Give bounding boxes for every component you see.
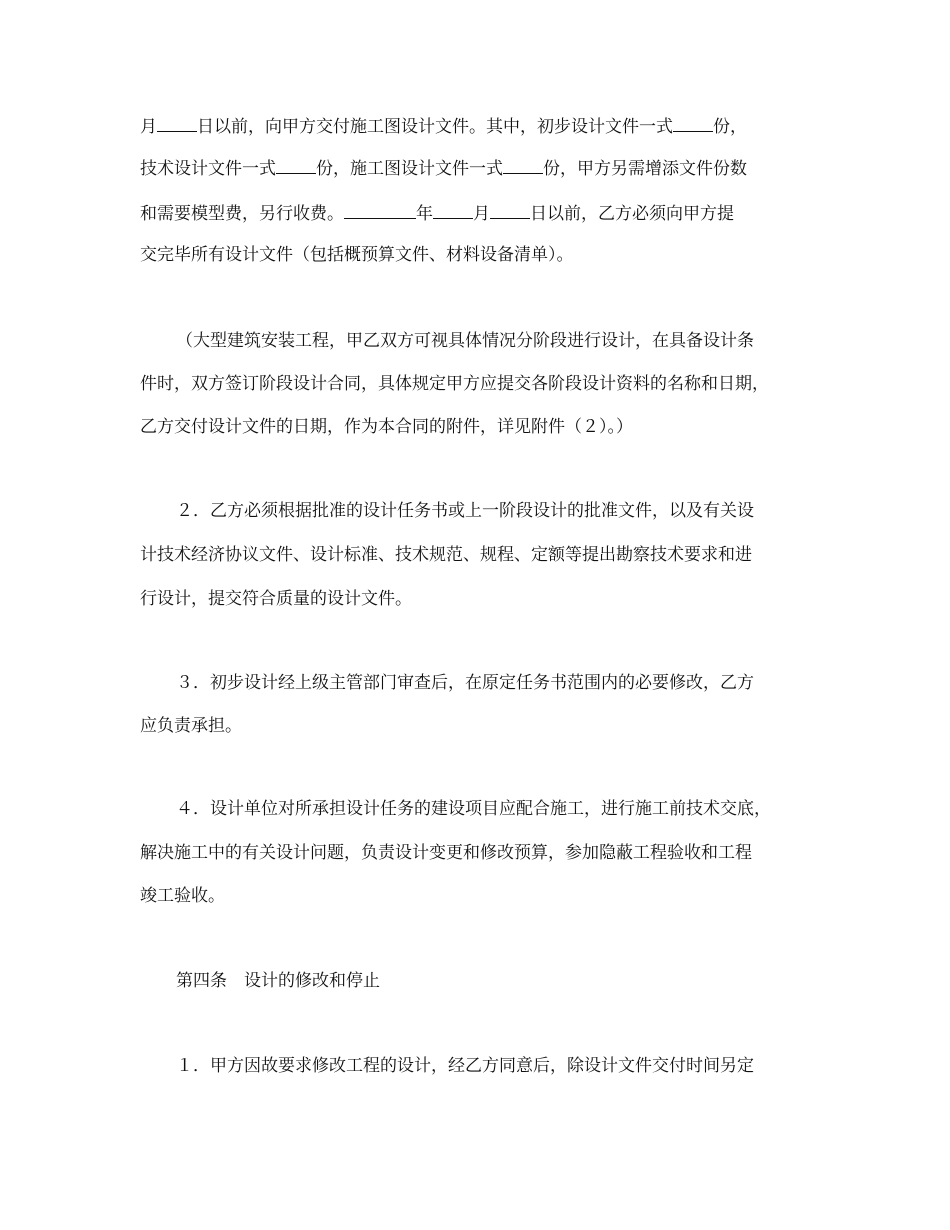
text-line: 交完毕所有设计文件（包括概预算文件、材料设备清单）。 xyxy=(140,245,574,265)
text-line: ２．乙方必须根据批准的设计任务书或上一阶段设计的批准文件，以及有关设 xyxy=(176,501,754,521)
blank-field xyxy=(490,202,530,219)
text-line: 行设计，提交符合质量的设计文件。 xyxy=(140,589,412,609)
text-line: 竣工验收。 xyxy=(140,886,225,906)
text-line: 乙方交付设计文件的日期，作为本合同的附件，详见附件（２）。） xyxy=(140,417,633,437)
text-line: １．甲方因故要求修改工程的设计，经乙方同意后，除设计文件交付时间另定 xyxy=(176,1056,754,1076)
blank-field xyxy=(433,202,473,219)
article-heading: 第四条 设计的修改和停止 xyxy=(176,971,380,991)
text-line: 和需要模型费，另行收费。 年 月 日以前，乙方必须向甲方提 xyxy=(140,204,734,224)
text-line: ４．设计单位对所承担设计任务的建设项目应配合施工，进行施工前技术交底， xyxy=(176,799,771,819)
blank-field xyxy=(157,115,197,132)
text-line: 应负责承担。 xyxy=(140,716,242,736)
text-line: 计技术经济协议文件、设计标准、技术规范、规程、定额等提出勘察技术要求和进 xyxy=(140,545,752,565)
blank-field xyxy=(276,157,316,174)
text-line: 月 日以前，向甲方交付施工图设计文件。其中，初步设计文件一式 份， xyxy=(140,117,747,137)
text-line: ３．初步设计经上级主管部门审查后，在原定任务书范围内的必要修改，乙方 xyxy=(176,673,754,693)
text-line: 解决施工中的有关设计问题，负责设计变更和修改预算，参加隐蔽工程验收和工程 xyxy=(140,843,752,863)
text-line: 技术设计文件一式 份，施工图设计文件一式 份，甲方另需增添文件份数 xyxy=(140,159,747,179)
blank-field xyxy=(344,202,416,219)
text-line: （大型建筑安装工程，甲乙双方可视具体情况分阶段进行设计，在具备设计条 xyxy=(176,331,754,351)
blank-field xyxy=(503,157,543,174)
text-line: 件时，双方签订阶段设计合同，具体规定甲方应提交各阶段设计资料的名称和日期， xyxy=(140,374,769,394)
blank-field xyxy=(673,115,713,132)
